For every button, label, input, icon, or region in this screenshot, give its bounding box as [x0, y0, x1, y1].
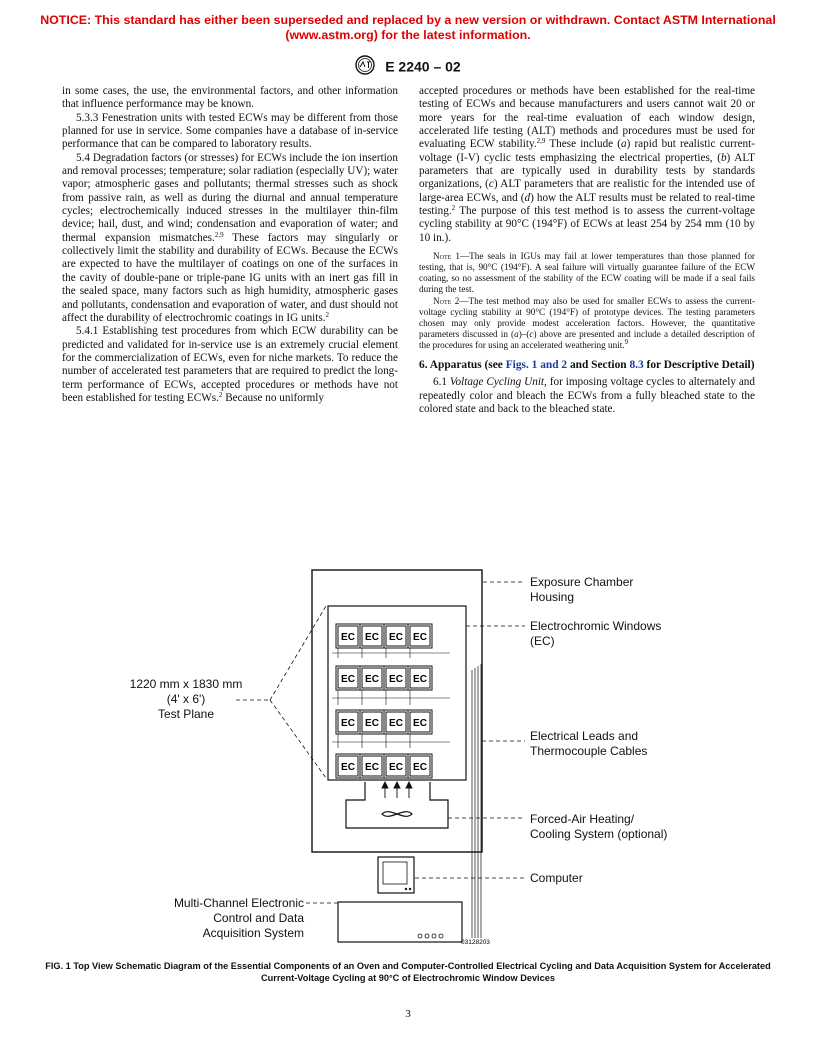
notice-banner: NOTICE: This standard has either been superseded and replaced by a new version or withdrawn. Contact ASTM International (www.astm.org) for the latest information. [40, 13, 776, 42]
label-plane-1: 1220 mm x 1830 mm [129, 677, 243, 691]
ec-window-label: EC [341, 632, 355, 643]
ec-window-label: EC [389, 632, 403, 643]
daq-knobs [418, 934, 443, 938]
ec-window-label: EC [341, 762, 355, 773]
ec-window-label: EC [389, 762, 403, 773]
label-daq-1: Multi-Channel Electronic [173, 896, 304, 910]
label-ecw-2: (EC) [530, 634, 555, 648]
paragraph-5-3-3: 5.3.3 Fenestration units with tested ECWs may be different from those planned for use in service. Some companies have a database of in-service performance that can be compared to laboratory results. [62, 111, 398, 151]
label-computer: Computer [530, 871, 583, 885]
exposure-chamber-housing [312, 570, 482, 852]
ec-window-label: EC [389, 674, 403, 685]
paragraph: in some cases, the use, the environmental factors, and other information that influence performance may be known. [62, 85, 398, 111]
paragraph-5-4-1: 5.4.1 Establishing test procedures from which ECW durability can be predicted and validated for in-service use is an extremely crucial element for the commercialization of ECWs, even for niche markets. To reduce the number of accelerated test parameters that are required to predict the long-term performance of ECWs, accepted procedures or methods have not been established for testing ECWs.$^2$ Because no uniformly [62, 325, 398, 404]
section-link[interactable]: 8.3 [629, 358, 644, 371]
note-2: Note 2—The test method may also be used for smaller ECWs to assess the current-voltage cycling stability at 90°C (194°F) of prototype devices. The testing parameters chosen may only provide modest acceleration factors. However, the quantitative parameters discussed in (a)–(c) above are presented and include a detailed description of the procedures for using an accelerated weathering unit.$^9$ [419, 295, 755, 350]
cable-bundle [472, 664, 481, 938]
ec-window-label: EC [389, 718, 403, 729]
ec-window-label: EC [413, 674, 427, 685]
ec-window-label: EC [365, 762, 379, 773]
label-plane-2: (4' x 6') [166, 692, 206, 706]
page-number: 3 [405, 1008, 411, 1020]
paragraph: accepted procedures or methods have been established for the real-time testing of ECWs and because manufacturers and users cannot wait 20 or more years for the real-time evaluation of each window design, accelerated life testing (ALT) methods and procedures must be used for evaluating ECW stability.$^{2,9}$ These include (a) rapid but realistic current-voltage (I-V) cyclic tests emphasizing the electrical properties, (b) ALT parameters that are typically used in durability tests by standards organizations, (c) ALT parameters that are realistic for the intended use of large-area ECWs, and (d) how the ALT results must be related to real-time testing.$^2$ The purpose of this test method is to assess the current-voltage cycling stability at 90°C (194°F) of ECWs at least 254 by 254 mm (10 by 10 in.). [419, 85, 756, 244]
paragraph-6-1: 6.1 Voltage Cycling Unit, for imposing voltage cycles to alternately and repeatedly color and bleach the ECWs from a fully bleached state to the colored state and back to the bleached state. [419, 376, 755, 416]
ec-window-label: EC [413, 632, 427, 643]
section-6-heading: 6. Apparatus (see Figs. 1 and 2 and Section 8.3 for Descriptive Detail) [419, 358, 755, 371]
ec-window-label: EC [413, 718, 427, 729]
label-air-2: Cooling System (optional) [530, 827, 668, 841]
ec-window-label: EC [365, 718, 379, 729]
figure-code: 03128203 [461, 939, 490, 946]
ec-window-label: EC [365, 674, 379, 685]
right-column [419, 85, 755, 416]
label-exposure-1: Exposure Chamber [530, 575, 634, 589]
ec-window-label: EC [365, 632, 379, 643]
figs-link[interactable]: Figs. 1 and 2 [505, 358, 568, 371]
label-daq-3: Acquisition System [202, 926, 304, 940]
figure-caption: FIG. 1 Top View Schematic Diagram of the Essential Components of an Oven and Computer-Controlled Electrical Cycling and Data Acquisition System for Accelerated Current-Voltage Cycling at 90°C of Electrochromic Window Devices [45, 961, 771, 983]
label-daq-2: Control and Data [213, 911, 304, 925]
left-column [62, 85, 398, 405]
airflow-arrows [382, 782, 412, 798]
figure-1 [110, 560, 710, 950]
astm-logo-icon [355, 55, 375, 78]
standard-header [0, 55, 816, 78]
label-exposure-2: Housing [530, 590, 575, 604]
designation: E 2240 – 02 [385, 58, 461, 75]
label-leads-1: Electrical Leads and [530, 729, 639, 743]
ec-window-grid [336, 624, 432, 778]
fan-icon [382, 812, 412, 817]
label-plane-3: Test Plane [157, 707, 215, 721]
note-1: Note 1—The seals in IGUs may fail at lower temperatures than those planned for testing, that is, 90°C (194°F). A seal failure will virtually guarantee failure of the ECW coating, so no assessment of the stability of the ECW coating will be made if a seal fails during the test. [419, 251, 755, 295]
paragraph-5-4: 5.4 Degradation factors (or stresses) for ECWs include the ion insertion and removal processes; temperature; solar radiation (especially UV); water vapor; atmospheric gases and pollutants; thermal stresses such as shock from passive rain, as well as during the diurnal and annual temperature cycles; electrochemically induced stresses in the multilayer thin-film device; hail, dust, and wind; condensation and evaporation of water; and thermal expansion mismatches.$^{2,9}$ These factors may singularly or collectively limit the stability and durability of ECWs. Because the ECWs are expected to have the multilayer of coatings on one of the surfaces in the cavity of double-pane or triple-pane IG units with an inert gas fill in the sealed space, many factors such as high humidity, atmospheric gases and pollutants, condensation and evaporation of water, and dust should not affect the durability of electrochromic coatings in IG units.$^2$ [62, 151, 398, 324]
ec-window-label: EC [413, 762, 427, 773]
ec-window-label: EC [341, 718, 355, 729]
figure-diagram [110, 560, 710, 950]
ec-window-label: EC [341, 674, 355, 685]
label-leads-2: Thermocouple Cables [530, 744, 648, 758]
label-air-1: Forced-Air Heating/ [530, 812, 635, 826]
label-ecw-1: Electrochromic Windows [530, 619, 662, 633]
